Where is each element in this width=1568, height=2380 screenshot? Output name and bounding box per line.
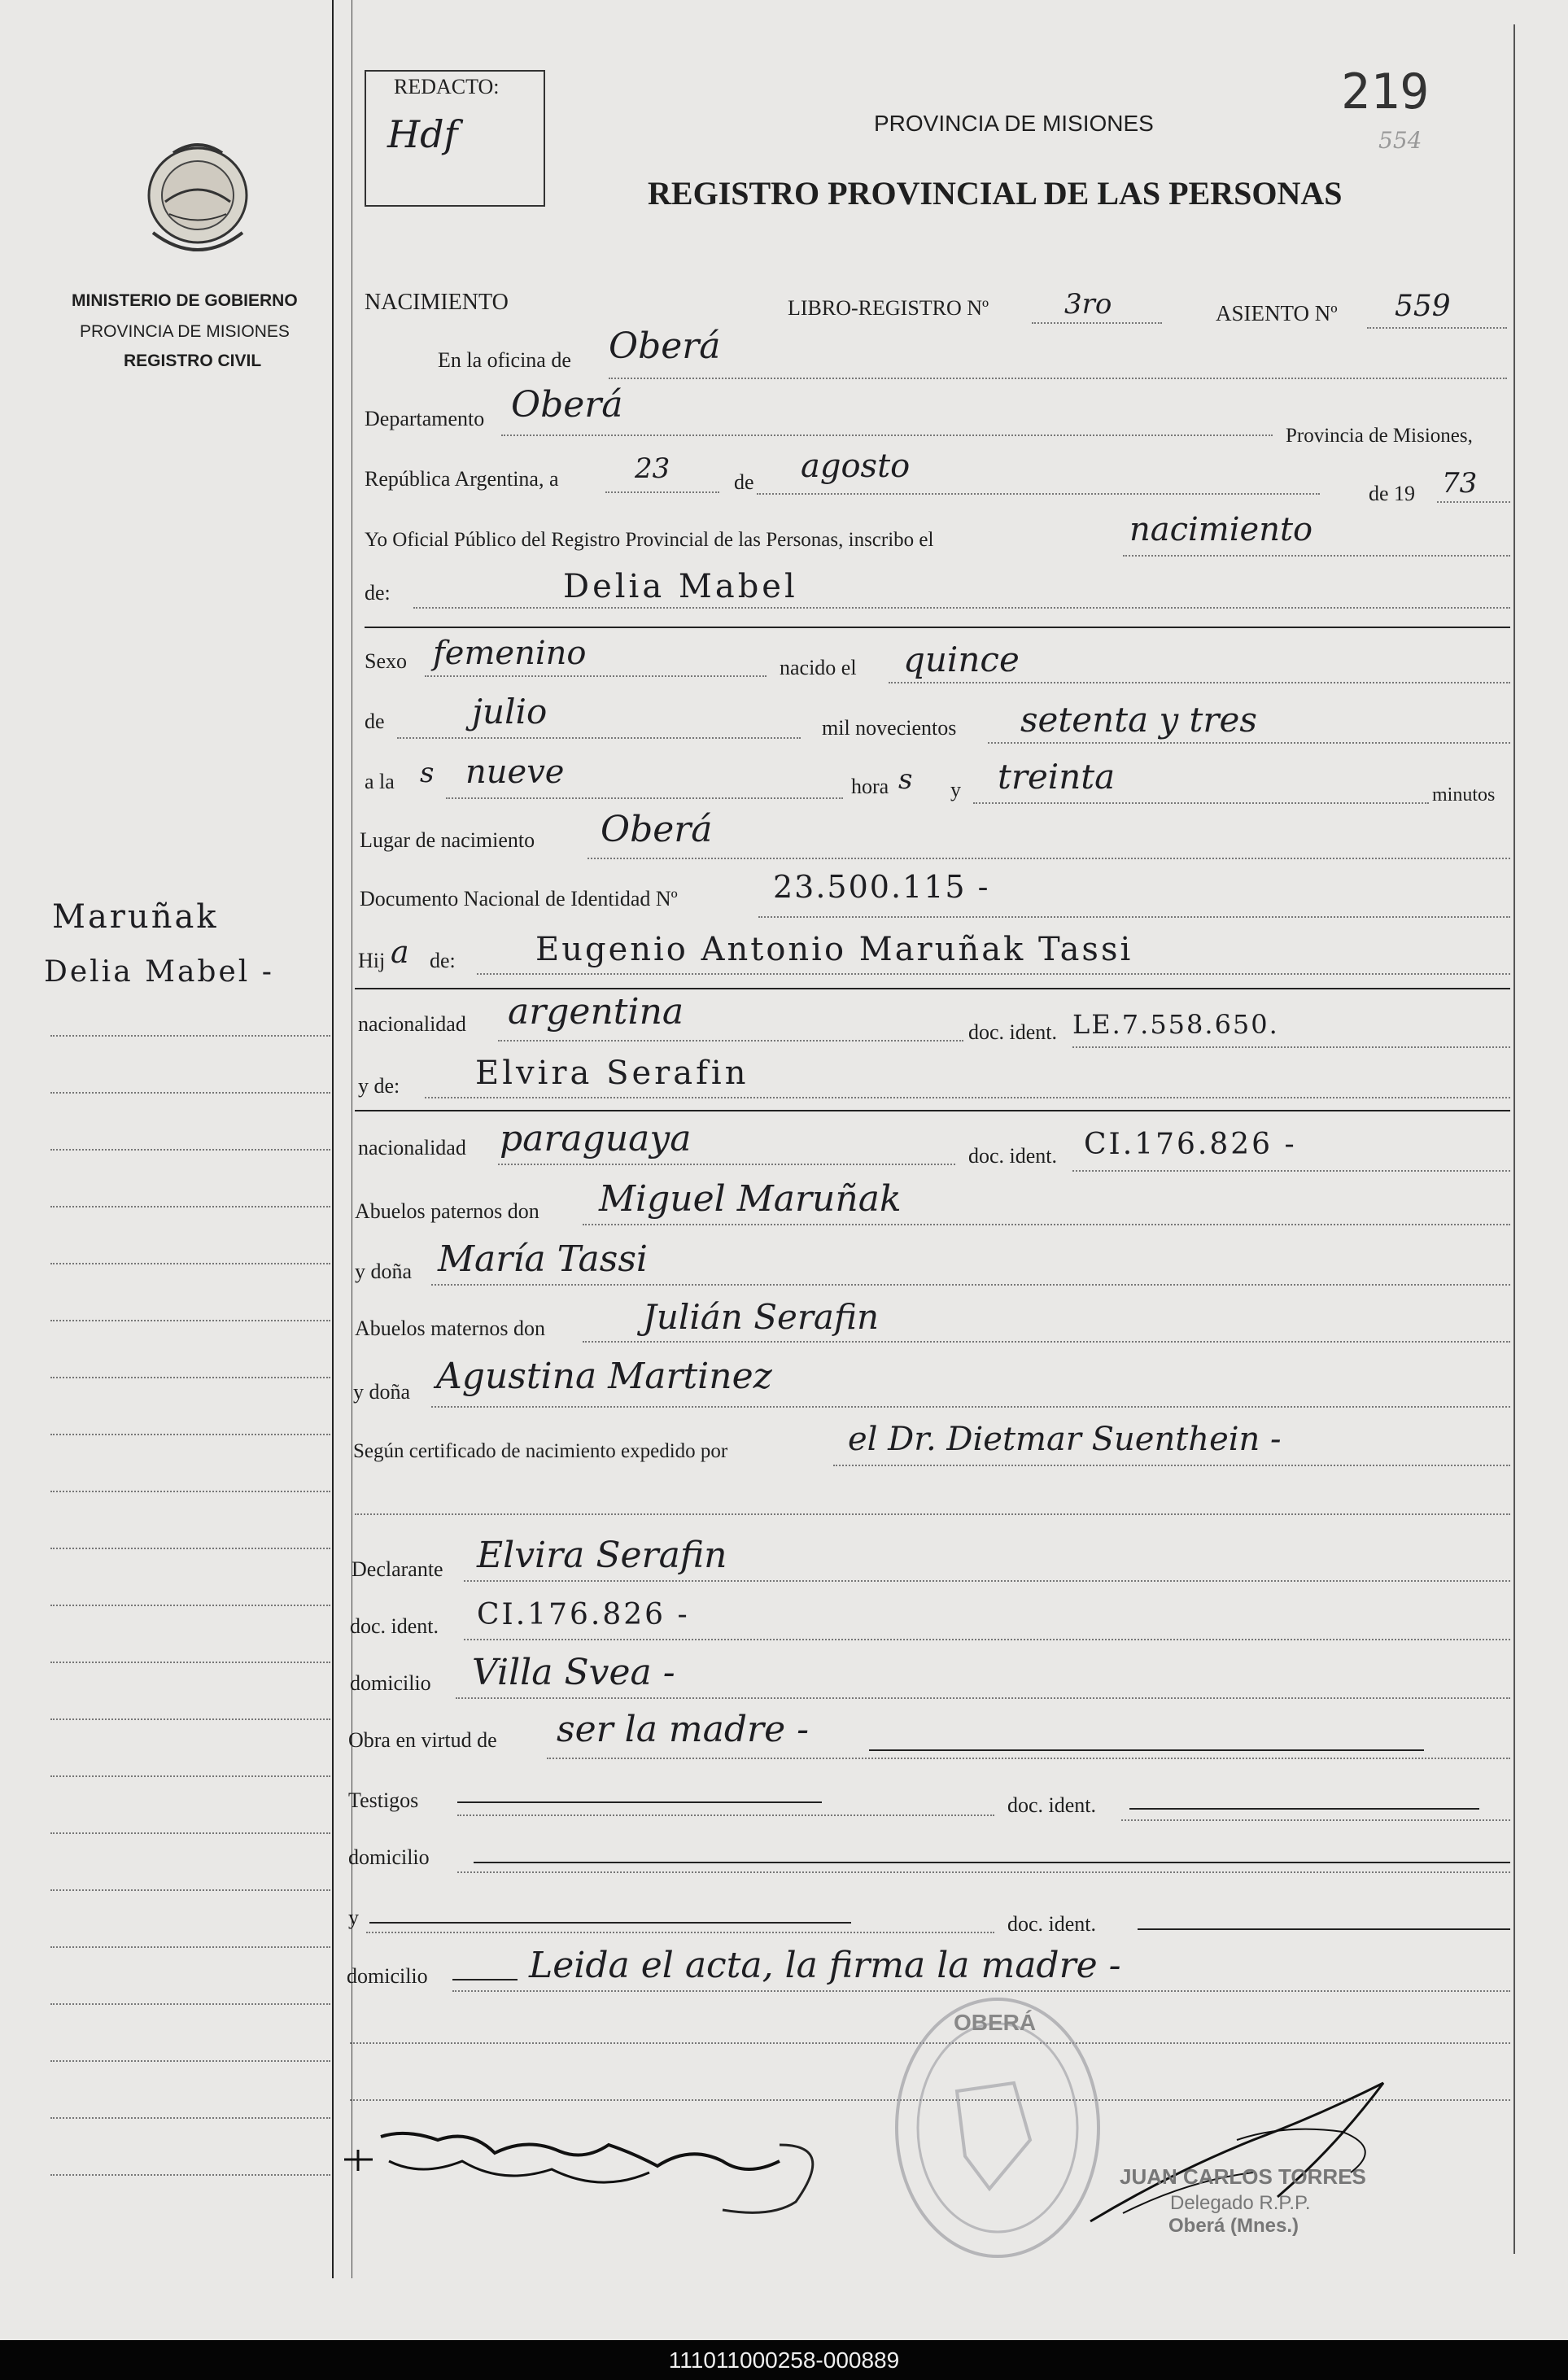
obra-dots [547, 1758, 1510, 1759]
nacido-label: nacido el [780, 656, 857, 679]
doct-label: doc. ident. [1007, 1793, 1097, 1817]
page-note: 554 [1378, 127, 1422, 154]
nac1-dots [498, 1040, 963, 1042]
y-label: y [950, 778, 961, 801]
republica-label: República Argentina, a [365, 467, 559, 491]
mes-value: agosto [801, 448, 911, 485]
padre-value: Eugenio Antonio Maruñak Tassi [535, 931, 1133, 968]
min-dots [973, 802, 1429, 804]
dom2-label: domicilio [348, 1845, 430, 1869]
inscribo-value: nacimiento [1129, 511, 1313, 548]
oficina-label: En la oficina de [438, 348, 571, 372]
margin-line [50, 1718, 330, 1720]
redacto-initials: Hdf [387, 112, 458, 156]
testigos-label: Testigos [348, 1788, 419, 1812]
doc1-dots [1072, 1046, 1510, 1048]
testigos-dots [457, 1814, 994, 1816]
nac1-label: nacionalidad [358, 1012, 466, 1036]
stamp-name: JUAN CARLOS TORRES [1120, 2164, 1366, 2189]
ydona2-label: y doña [353, 1380, 411, 1404]
dni-dots [758, 916, 1510, 918]
margin-line [50, 1832, 330, 1834]
obra-rule [869, 1749, 1424, 1751]
dia-value: 23 [635, 452, 670, 485]
dom3-dots [452, 1990, 1510, 1992]
abp-label: Abuelos paternos don [355, 1199, 539, 1223]
madre-rule [355, 1110, 1510, 1111]
docd-value: CI.176.826 - [477, 1598, 690, 1631]
de19-label: de 19 [1369, 482, 1416, 505]
domicilio-label: domicilio [350, 1671, 431, 1695]
hijo-label: Hij [358, 949, 386, 972]
oficina-value: Oberá [609, 325, 721, 367]
ydona1-value: María Tassi [438, 1238, 649, 1280]
obra-value: ser la madre - [557, 1709, 809, 1750]
sexo-dots [425, 675, 767, 677]
dom2-dots [457, 1871, 1510, 1873]
hijo-de: de: [430, 949, 456, 972]
padre-dots [477, 973, 1510, 975]
dni-label: Documento Nacional de Identidad Nº [360, 887, 678, 911]
margin-line [50, 1434, 330, 1435]
ydona1-dots [431, 1284, 1510, 1286]
dni-value: 23.500.115 - [773, 869, 990, 905]
anio-nac-dots [988, 742, 1510, 744]
declarante-label: Declarante [352, 1557, 443, 1581]
stamp-role: Delegado R.P.P. [1170, 2192, 1311, 2214]
archive-id: 111011000258-000889 [668, 2347, 900, 2373]
margin-line [50, 1149, 330, 1151]
lugar-value: Oberá [601, 809, 713, 850]
nac2-dots [498, 1164, 955, 1165]
leida-text: Leida el acta, la firma la madre - [529, 1945, 1121, 1986]
dom3-label: domicilio [347, 1964, 428, 1988]
hijo-a: a [391, 934, 409, 970]
ala-s: s [420, 757, 435, 789]
margin-line [50, 1605, 330, 1606]
margin-line [50, 1035, 330, 1037]
lugar-label: Lugar de nacimiento [360, 828, 535, 852]
margin-name: Delia Mabel - [44, 955, 274, 989]
margin-surname: Maruñak [52, 898, 219, 936]
margin-line [50, 1889, 330, 1891]
margin-line [50, 1491, 330, 1492]
obra-label: Obra en virtud de [348, 1728, 497, 1752]
padre-rule [355, 988, 1510, 989]
ministry-label: MINISTERIO DE GOBIERNO [72, 291, 298, 310]
mil-label: mil novecientos [822, 716, 957, 740]
domicilio-value: Villa Svea - [472, 1652, 675, 1693]
margin-line [50, 2003, 330, 2005]
oficial-text: Yo Oficial Público del Registro Provincial de las Personas, inscribo el [365, 529, 934, 551]
abm-label: Abuelos maternos don [355, 1317, 545, 1340]
margin-line [50, 2117, 330, 2119]
margin-line [50, 1775, 330, 1777]
nac1-value: argentina [508, 991, 684, 1033]
madre-dots [425, 1097, 1510, 1098]
nombre-rule [365, 627, 1510, 628]
domicilio-dots [456, 1697, 1510, 1699]
asiento-label: ASIENTO Nº [1216, 301, 1338, 325]
nombre-dots [413, 607, 1510, 609]
mes-nac-value: julio [472, 692, 548, 731]
seal-text: OBERÁ [954, 2010, 1037, 2035]
docd-label: doc. ident. [350, 1614, 439, 1638]
min-value: treinta [998, 757, 1116, 797]
mes-dots [757, 493, 1320, 495]
horas-s: s [898, 763, 913, 796]
libro-value: 3ro [1064, 288, 1112, 321]
margin-line [50, 2174, 330, 2176]
declarante-value: Elvira Serafin [477, 1535, 727, 1576]
abm-value: Julián Serafin [643, 1297, 880, 1337]
asiento-value: 559 [1395, 290, 1451, 323]
anio-nac-value: setenta y tres [1020, 700, 1257, 740]
sexo-value: femenino [433, 635, 587, 672]
redacto-label: REDACTO: [394, 75, 500, 98]
segun-value: el Dr. Dietmar Suenthein - [848, 1421, 1282, 1458]
ala-label: a la [365, 770, 395, 793]
docd-dots [464, 1639, 1510, 1640]
depto-dots [501, 435, 1273, 436]
header-province: PROVINCIA DE MISIONES [874, 111, 1154, 136]
testigos-rule [457, 1801, 822, 1803]
nacido-dots [889, 682, 1510, 683]
margin-line [50, 2060, 330, 2062]
doct-dots [1121, 1819, 1510, 1821]
ydona2-dots [431, 1406, 1510, 1408]
de-colon: de: [365, 581, 391, 605]
segun-dots [833, 1465, 1510, 1466]
segun-label: Según certificado de nacimiento expedido por [353, 1440, 728, 1462]
mother-signature-icon [340, 2112, 861, 2226]
page-number: 219 [1341, 63, 1430, 120]
nac2-label: nacionalidad [358, 1136, 466, 1159]
abm-dots [583, 1341, 1510, 1343]
doc2-dots [1072, 1170, 1510, 1172]
margin-line [50, 1206, 330, 1207]
sexo-label: Sexo [365, 649, 407, 673]
doct-rule [1129, 1808, 1479, 1810]
margin-line [50, 1548, 330, 1549]
dom2-rule [474, 1862, 1510, 1863]
abp-dots [583, 1224, 1510, 1225]
dia-dots [605, 491, 719, 493]
stamp-place: Oberá (Mnes.) [1168, 2215, 1299, 2237]
margin-line [50, 1092, 330, 1094]
dom3-rule [452, 1979, 518, 1980]
minutos-label: minutos [1432, 784, 1496, 806]
record-type: NACIMIENTO [365, 290, 509, 315]
inscribo-dots [1123, 555, 1510, 557]
doct2-label: doc. ident. [1007, 1912, 1097, 1936]
margin-line [50, 1320, 330, 1321]
lugar-dots [587, 858, 1510, 859]
madre-value: Elvira Serafin [475, 1055, 749, 1092]
hora-dots [446, 797, 843, 799]
margin-line [50, 1377, 330, 1378]
provincial-emblem-icon [137, 137, 259, 267]
doc2-value: CI.176.826 - [1084, 1128, 1297, 1161]
yde-label: y de: [358, 1074, 400, 1098]
province-label: PROVINCIA DE MISIONES [80, 322, 290, 341]
mes-nac-dots [397, 737, 801, 739]
segun-dots-2 [355, 1513, 1510, 1515]
registry-label: REGISTRO CIVIL [124, 352, 262, 370]
ydona1-label: y doña [355, 1260, 413, 1283]
margin-line [50, 1662, 330, 1663]
y2-dots [366, 1932, 994, 1933]
anio-dots [1437, 501, 1510, 503]
doct2-rule [1138, 1928, 1510, 1930]
libro-label: LIBRO-REGISTRO Nº [788, 296, 989, 320]
doc1-value: LE.7.558.650. [1072, 1009, 1279, 1040]
doc1-label: doc. ident. [968, 1020, 1058, 1044]
de-label: de [734, 470, 754, 494]
hora-value: nueve [465, 753, 565, 791]
ydona2-value: Agustina Martinez [436, 1356, 772, 1397]
archive-id-footer [0, 2340, 1568, 2380]
horas-label: hora [851, 775, 889, 798]
margin-rule-left [332, 0, 334, 2278]
oficina-dots [609, 378, 1507, 379]
page-rule-right [1513, 24, 1515, 2254]
doc2-label: doc. ident. [968, 1144, 1058, 1168]
y2-rule [369, 1922, 851, 1924]
declarante-dots [464, 1580, 1510, 1582]
nac2-value: paraguaya [500, 1118, 692, 1159]
de2-label: de [365, 710, 385, 733]
depto-label: Departamento [365, 407, 485, 430]
depto-value: Oberá [511, 384, 623, 426]
page-title: REGISTRO PROVINCIAL DE LAS PERSONAS [648, 175, 1343, 212]
margin-line [50, 1946, 330, 1948]
margin-line [50, 1263, 330, 1264]
anio-value: 73 [1442, 467, 1478, 500]
abp-value: Miguel Maruñak [599, 1178, 902, 1220]
provincia-suffix: Provincia de Misiones, [1286, 425, 1473, 447]
libro-dots [1032, 322, 1162, 324]
nacido-value: quince [903, 640, 1020, 679]
y2-label: y [348, 1906, 359, 1929]
nombre-value: Delia Mabel [563, 568, 798, 605]
asiento-dots [1367, 327, 1507, 329]
